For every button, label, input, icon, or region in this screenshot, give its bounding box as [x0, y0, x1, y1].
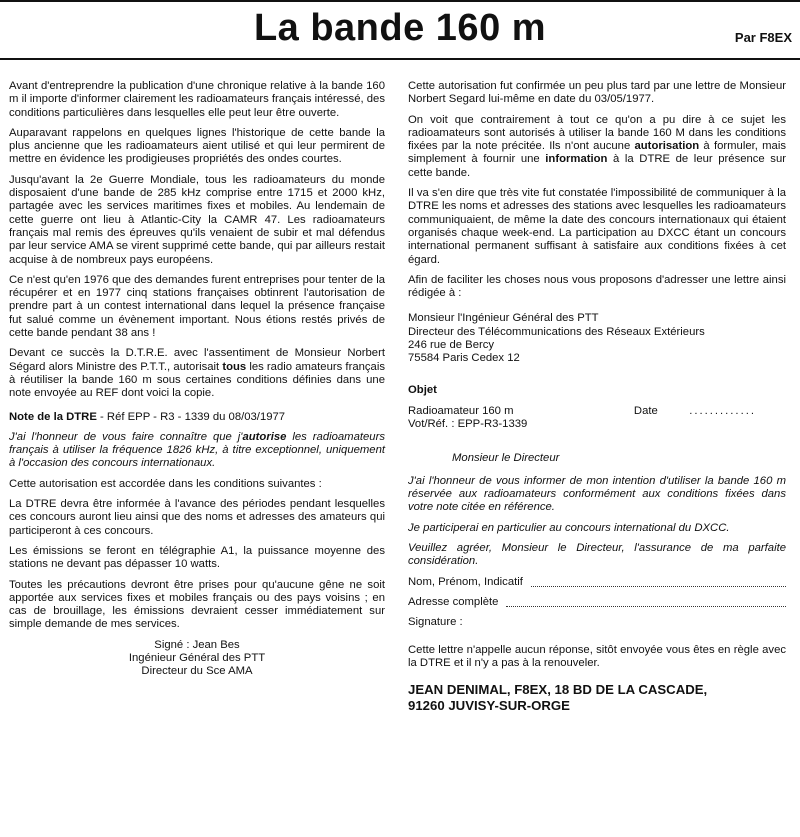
name-field [408, 576, 786, 589]
left-column [9, 80, 385, 679]
paragraph: Il va s'en dire que très vite fut constatée l'impossibilité de communiquer à la DTRE les noms et adresses des stations avec lesquelles les radioamateurs communiquaient, de même la date des concours internationaux qui étaient organisés chaque week-end. La participation au DXCC étant un concours international permanent suffisant à satisfaire aux conditions fixées à cet égard. [408, 187, 786, 266]
field-label: Nom, Prénom, Indicatif [408, 575, 523, 588]
paragraph: Toutes les précautions devront être prises pour qu'aucune gêne ne soit apportée aux services fixes et mobiles français ou des pays voisins ; en cas de brouillage, les émissions devraient cesser immédiatement sur simple demande de mes services. [9, 578, 385, 631]
author-byline: Par F8EX [734, 30, 792, 45]
note-quote [9, 431, 385, 471]
address-line: Monsieur l'Ingénieur Général des PTT [408, 312, 599, 325]
paragraph: Cette autorisation est accordée dans les conditions suivantes : [9, 477, 322, 490]
dotted-fill-line [531, 576, 786, 587]
author-address [408, 682, 786, 714]
top-rule [0, 0, 800, 2]
objet-row [408, 405, 786, 418]
text-run: Devant ce succès la D.T.R.E. avec l'assentiment de Monsieur Norbert Ségard alors Ministre des P.T.T., autorisait [9, 347, 385, 373]
address-field [408, 596, 786, 609]
objet-subject: Radioamateur 160 m [408, 404, 514, 417]
address-line: 91260 JUVISY-SUR-ORGE [408, 698, 570, 714]
paragraph: Cette lettre n'appelle aucun réponse, sitôt envoyée vous êtes en règle avec la DTRE et il n'y a pas à la renouveler. [408, 643, 786, 669]
text-run: J'ai l'honneur de vous faire connaître que j' [9, 430, 243, 443]
note-heading [9, 411, 385, 424]
text-run: à formuler, mais simplement à fournir une [408, 140, 787, 166]
address-line: JEAN DENIMAL, F8EX, 18 BD DE LA CASCADE, [408, 682, 708, 698]
signature-line: Signé : Jean Bes [154, 638, 240, 651]
note-label: Note de la DTRE [9, 410, 97, 423]
address-line: Directeur des Télécommunications des Réseaux Extérieurs [408, 325, 705, 338]
signature-line: Ingénieur Général des PTT [128, 651, 266, 664]
paragraph [408, 114, 786, 180]
letter-paragraph: Veuillez agréer, Monsieur le Directeur, l'assurance de ma parfaite considération. [408, 542, 786, 568]
field-label: Signature : [408, 616, 463, 629]
date-dots: ............. [689, 404, 756, 417]
date-field [634, 405, 756, 418]
paragraph: Ce n'est qu'en 1976 que des demandes furent entreprises pour tenter de la récupérer et en 1977 cinq stations françaises obtinrent l'autorisation de prendre part à un contest international dans lequel la présence française fut salué comme un évènement important. Nous étions restés privés de cette bande pendant 38 ans ! [9, 273, 385, 340]
text-run-bold: autorise [242, 430, 287, 443]
text-run-bold: tous [222, 360, 247, 373]
text-run: les radioamateurs français à utiliser la fréquence 1826 kHz, à titre exceptionnel, uniquement à l'occasion des concours internationaux. [9, 430, 385, 470]
dotted-fill-line [506, 596, 786, 607]
title-rule [0, 58, 800, 60]
note-reference: - Réf EPP - R3 - 1339 du 08/03/1977 [96, 410, 286, 423]
paragraph: Avant d'entreprendre la publication d'une chronique relative à la bande 160 m il importe d'informer clairement les radioamateurs français intéressé, des conditions particulières dans lesquelles elle peut leur être ouverte. [9, 80, 385, 119]
letter-paragraph: Je participerai en particulier au concours international du DXCC. [408, 521, 730, 534]
page-title: La bande 160 m [253, 7, 547, 49]
letter-salutation: Monsieur le Directeur [452, 451, 560, 464]
date-label: Date [633, 404, 658, 417]
address-line: 75584 Paris Cedex 12 [408, 352, 520, 365]
letter-paragraph: J'ai l'honneur de vous informer de mon intention d'utiliser la bande 160 m réservée aux radioamateurs conformément aux conditions fixées dans votre note citée en référence. [408, 474, 786, 514]
paragraph: Auparavant rappelons en quelques lignes l'historique de cette bande la plus ancienne que les radioamateurs aient utilisé et qui leur permirent de mettre en évidence les prodigieuses propriétés des ondes courtes. [9, 126, 385, 166]
text-run: On voit que contrairement à tout ce qu'on a pu dire à ce sujet les radioamateurs sont autorisés à utiliser la bande 160 M dans les conditions fixées par la note précitée. Ils n'ont aucune [408, 113, 786, 153]
address-line: 246 rue de Bercy [408, 339, 495, 352]
paragraph: La DTRE devra être informée à l'avance des périodes pendant lesquelles ces concours auront lieu ainsi que des noms et adresses des amateurs qui participeront à ces concours. [9, 498, 385, 537]
text-run: à la DTRE de leur présence sur cette bande. [408, 153, 786, 179]
text-run: les radio amateurs français à réutiliser la bande 160 m sous certaines conditions définies dans une note envoyée au REF dont voici la copie. [9, 360, 385, 400]
text-run-bold: autorisation [634, 140, 700, 153]
recipient-address [408, 312, 786, 365]
signature-field [408, 616, 786, 629]
text-run-bold: information [545, 153, 608, 166]
paragraph: Cette autorisation fut confirmée un peu plus tard par une lettre de Monsieur Norbert Segard lui-même en date du 03/05/1977. [408, 80, 786, 106]
signature-line: Directeur du Sce AMA [141, 665, 253, 678]
right-column [408, 80, 786, 714]
field-label: Adresse complète [408, 595, 499, 608]
paragraph [9, 347, 385, 400]
paragraph: Les émissions se feront en télégraphie A1, la puissance moyenne des stations ne devant pas dépasser 10 watts. [9, 544, 385, 571]
objet-reference: Vot/Réf. : EPP-R3-1339 [408, 418, 528, 431]
signature-block [9, 639, 385, 679]
objet-block [408, 405, 786, 432]
paragraph: Afin de faciliter les choses nous vous proposons d'adresser une lettre ainsi rédigée à : [408, 273, 786, 300]
objet-heading: Objet [408, 383, 437, 396]
paragraph: Jusqu'avant la 2e Guerre Mondiale, tous les radioamateurs du monde disposaient d'une bande de 285 kHz comprise entre 1715 et 2000 kHz, partagée avec les services maritimes fixes et mobiles. Au lendemain de cette guerre ont lieu à Atlantic-City la CAMR 47. Les radioamateurs français mal remis des épreuves qu'ils venaient de subir et mal défendus par leur service AMA se virent supprimé cette bande, qui par ailleurs restait acquise à de nombreux pays européens. [9, 173, 385, 266]
